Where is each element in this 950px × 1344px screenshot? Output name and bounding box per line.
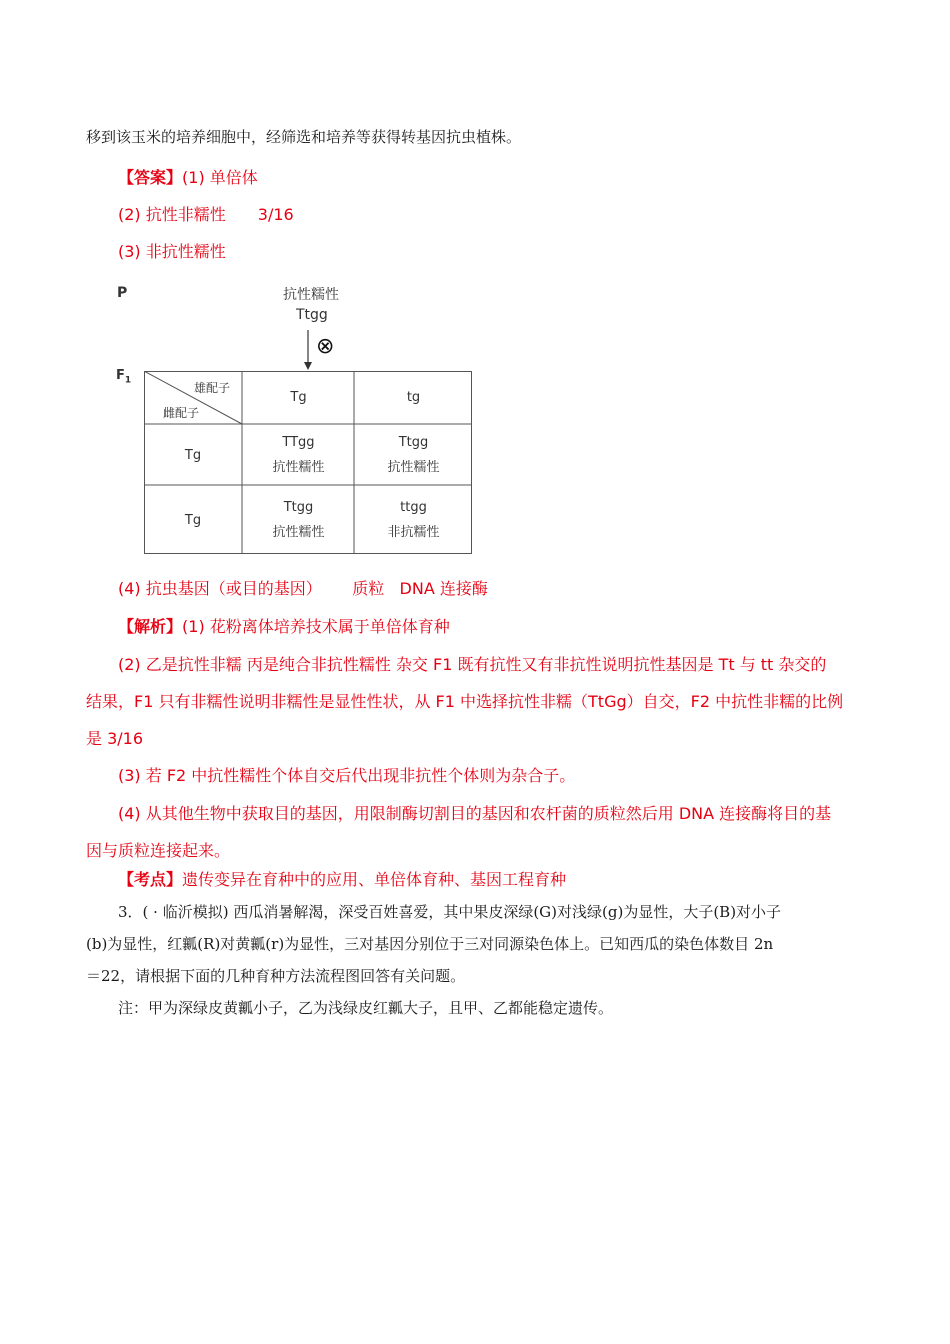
punnett-diagram [0, 0, 950, 600]
col-header-1: Tg [290, 390, 307, 405]
col-header-2: tg [406, 390, 421, 405]
answer-p4: (4) 抗虫基因（或目的基因） 质粒 DNA 连接酶 [118, 579, 488, 598]
row-header-1: Tg [184, 447, 202, 463]
q3-note: 注：甲为深绿皮黄瓤小子，乙为浅绿皮红瓤大子，且甲、乙都能稳定遗传。 [118, 999, 614, 1017]
kaodian-tag: 【考点】 [118, 870, 183, 889]
analysis-a3: (3) 若 F2 中抗性糯性个体自交后代出现非抗性个体则为杂合子。 [118, 766, 576, 785]
analysis-a1-text: (1) 花粉离体培养技术属于单倍体育种 [182, 617, 450, 636]
answer-p1-text: (1) 单倍体 [182, 168, 258, 187]
male-gamete-label: 雄配子 [194, 381, 231, 395]
answer-p2-b: 3/16 [257, 205, 294, 224]
answer-tag: 【答案】 [118, 168, 183, 187]
analysis-a2-l2: 结果，F1 只有非糯性说明非糯性是显性性状，从 F1 中选择抗性非糯（TtGg）自交，F2 中抗性非糯的比例 [86, 692, 844, 711]
kaodian-text: 遗传变异在育种中的应用、单倍体育种、基因工程育种 [182, 870, 567, 889]
parent-genotype: Ttgg [296, 307, 328, 323]
analysis-a4-l2: 因与质粒连接起来。 [86, 841, 231, 860]
cell-r1-c1: TTgg 抗性糯性 [272, 435, 325, 475]
q3-line-2: (b)为显性，红瓤(R)对黄瓤(r)为显性，三对基因分别位于三对同源染色体上。已知西瓜的染色体数目 2n [86, 935, 774, 953]
cell-r2-c1: Ttgg 抗性糯性 [272, 500, 325, 540]
f1-label: $F_1$ [116, 368, 132, 386]
analysis-a2-l3: 是 3/16 [86, 729, 144, 748]
q3-line-3: ＝22，请根据下面的几种育种方法流程图回答有关问题。 [86, 967, 466, 985]
analysis-tag: 【解析】 [118, 617, 183, 636]
cell-r1-c2: Ttgg 抗性糯性 [387, 435, 440, 475]
q3-line-1: 3．( · 临沂模拟) 西瓜消暑解渴，深受百姓喜爱，其中果皮深绿(G)对浅绿(g)为显性，大子(B)对小子 [118, 903, 782, 921]
answer-p3: (3) 非抗性糯性 [118, 242, 226, 261]
p-label: P [117, 285, 128, 301]
analysis-a4-l1: (4) 从其他生物中获取目的基因，用限制酶切割目的基因和农杆菌的质粒然后用 DNA 连接酶将目的基 [118, 804, 832, 823]
parent-phenotype: 抗性糯性 [283, 287, 339, 303]
row-header-2: Tg [184, 512, 202, 528]
answer-p2-a: (2) 抗性非糯性 [118, 205, 226, 224]
intro-line: 移到该玉米的培养细胞中，经筛选和培养等获得转基因抗虫植株。 [86, 128, 522, 146]
kaodian-line [118, 870, 566, 890]
analysis-a2-l1: (2) 乙是抗性非糯 丙是纯合非抗性糯性 杂交 F1 既有抗性又有非抗性说明抗性基因是 Tt 与 tt 杂交的 [118, 655, 827, 674]
female-gamete-label: 雌配子 [163, 406, 200, 420]
cell-r2-c2: ttgg 非抗糯性 [387, 500, 440, 540]
analysis-a1 [118, 617, 450, 637]
selfing-symbol: ⊗ [316, 334, 335, 359]
